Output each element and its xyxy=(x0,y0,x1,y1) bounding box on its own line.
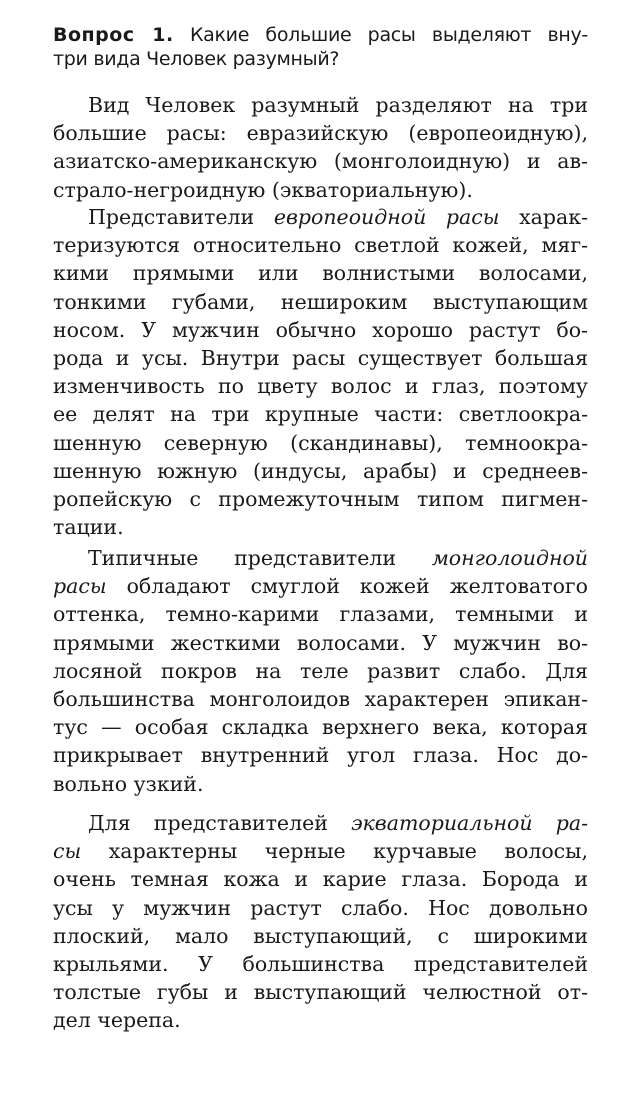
italic-term: монголоидной xyxy=(431,546,588,570)
text-segment: ропейскую с промежуточным типом пигмен- xyxy=(53,487,588,512)
question-line xyxy=(53,23,588,47)
text-line xyxy=(53,572,588,600)
text-line xyxy=(53,485,588,513)
italic-term: экваториальной ра- xyxy=(351,811,588,835)
text-line xyxy=(53,176,588,204)
text-line xyxy=(53,657,588,685)
italic-term: сы xyxy=(53,839,82,864)
text-line xyxy=(53,400,588,428)
text-segment: шенную северную (скандинавы), темноокра- xyxy=(53,430,588,455)
text-segment: тус — особая складка верхнего века, которая xyxy=(53,715,588,740)
text-segment: Для представителей xyxy=(88,811,352,835)
italic-term: расы xyxy=(53,574,107,599)
text-segment: вольно узкий. xyxy=(53,771,204,796)
text-segment: азиатско-американскую (монголоидную) и ав- xyxy=(53,149,588,174)
text-line xyxy=(53,922,588,950)
text-segment: крыльями. У большинства представителей xyxy=(53,952,588,977)
text-segment: усы у мужчин растут слабо. Нос довольно xyxy=(53,895,588,920)
text-line xyxy=(53,809,588,837)
text-segment: оттенка, темно-карими глазами, темными и xyxy=(53,602,588,627)
text-line xyxy=(53,741,588,769)
text-line xyxy=(53,629,588,657)
text-line xyxy=(53,713,588,741)
question-line: три вида Человек разумный? xyxy=(53,48,340,70)
text-line xyxy=(53,316,588,344)
text-segment: дел черепа. xyxy=(53,1008,181,1033)
italic-term: европеоидной расы xyxy=(273,205,500,229)
text-line xyxy=(53,457,588,485)
answer-paragraph xyxy=(53,91,588,204)
text-segment: лосяной покров на теле развит слабо. Для xyxy=(53,658,588,683)
text-segment: плоский, мало выступающий, с широкими xyxy=(53,923,588,948)
text-line xyxy=(53,770,588,798)
text-segment: большие расы: евразийскую (европеоидную), xyxy=(53,121,588,146)
text-line xyxy=(53,344,588,372)
text-segment: рода и усы. Внутри расы существует большая xyxy=(53,346,588,371)
answer-paragraph xyxy=(53,809,588,1035)
text-line xyxy=(53,1006,588,1034)
question-heading xyxy=(53,23,588,71)
text-line xyxy=(53,544,588,572)
text-line xyxy=(53,91,588,119)
text-segment: прямыми жесткими волосами. У мужчин во- xyxy=(53,630,588,655)
text-segment: большинства монголоидов характерен эпикан- xyxy=(53,687,588,712)
text-line xyxy=(53,119,588,147)
text-segment: страло-негроидную (экваториальную). xyxy=(53,177,473,202)
text-line xyxy=(53,429,588,457)
text-segment: тонкими губами, нешироким выступающим xyxy=(53,289,588,314)
text-line xyxy=(53,685,588,713)
text-line xyxy=(53,894,588,922)
text-line xyxy=(53,203,588,231)
text-line xyxy=(53,950,588,978)
text-segment: харак- xyxy=(499,205,588,229)
text-line xyxy=(53,978,588,1006)
text-line xyxy=(53,147,588,175)
text-segment: Типичные представители xyxy=(88,546,432,570)
question-label: Вопрос 1. xyxy=(53,24,174,46)
text-segment: прикрывает внутренний угол глаза. Нос до- xyxy=(53,743,588,768)
text-segment: шенную южную (индусы, арабы) и среднеев- xyxy=(53,458,588,483)
text-segment: обладают смуглой кожей желтоватого xyxy=(106,574,588,599)
text-segment: толстые губы и выступающий челюстной от- xyxy=(53,980,588,1005)
question-text: Какие большие расы выделяют вну- xyxy=(189,24,588,46)
text-segment: изменчивость по цвету волос и глаз, поэтому xyxy=(53,374,588,399)
text-segment: Вид Человек разумный разделяют на три xyxy=(88,93,588,117)
text-segment: кими прямыми или волнистыми волосами, xyxy=(53,261,588,286)
text-segment: Представители xyxy=(88,205,274,229)
text-segment: ее делят на три крупные части: светлоокра- xyxy=(53,402,588,427)
text-line xyxy=(53,288,588,316)
text-segment: тации. xyxy=(53,515,124,540)
text-line xyxy=(53,513,588,541)
text-line xyxy=(53,231,588,259)
answer-paragraph xyxy=(53,203,588,541)
answer-paragraph xyxy=(53,544,588,798)
text-line xyxy=(53,372,588,400)
text-segment: очень темная кожа и карие глаза. Борода и xyxy=(53,867,588,892)
text-line xyxy=(53,600,588,628)
text-line xyxy=(53,259,588,287)
text-segment: характерны черные курчавые волосы, xyxy=(81,839,588,864)
text-segment: теризуются относительно светлой кожей, мяг- xyxy=(53,233,588,258)
text-line xyxy=(53,865,588,893)
text-line xyxy=(53,837,588,865)
text-segment: носом. У мужчин обычно хорошо растут бо- xyxy=(53,317,588,342)
